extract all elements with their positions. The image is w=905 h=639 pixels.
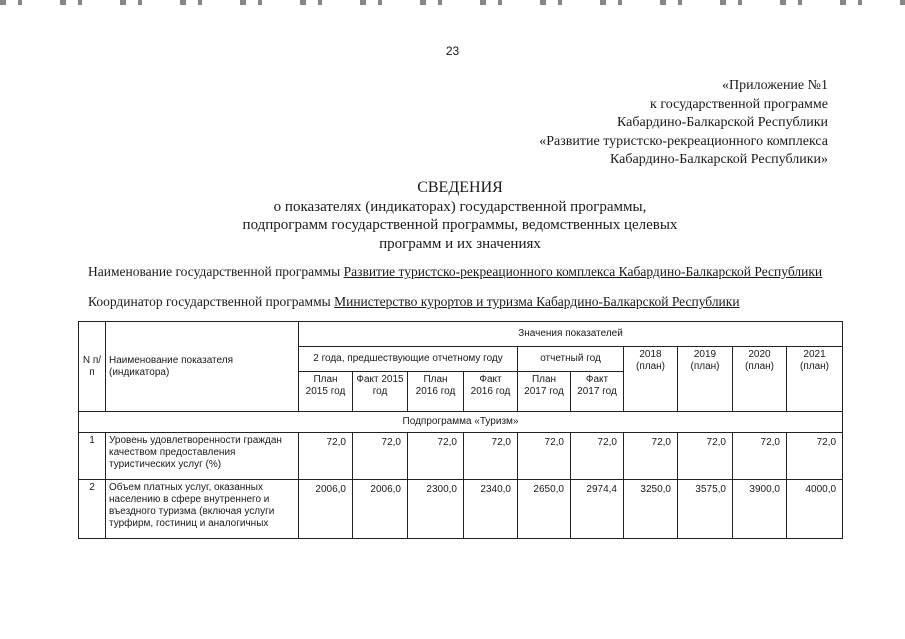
- header-2018: 2018 (план): [624, 347, 678, 412]
- table-cell: 72,0: [464, 433, 518, 480]
- program-line: [88, 264, 822, 280]
- program-label: Наименование государственной программы: [88, 264, 341, 279]
- header-2021: 2021 (план): [787, 347, 843, 412]
- table-cell: 72,0: [733, 433, 787, 480]
- title-heading: СВЕДЕНИЯ: [417, 179, 503, 196]
- indicator-name: Уровень удовлетворенности граждан качеством предоставления туристических услуг (%): [106, 433, 299, 480]
- indicators-table: [78, 321, 843, 539]
- table-cell: 2006,0: [299, 480, 353, 539]
- header-fact-2017: Факт 2017 год: [571, 372, 624, 412]
- coordinator-line: [88, 294, 740, 310]
- table-cell: 2340,0: [464, 480, 518, 539]
- title-line: подпрограмм государственной программы, ведомственных целевых: [242, 217, 678, 233]
- title-line: о показателях (индикаторах) государственной программы,: [273, 198, 647, 215]
- header-report-year: отчетный год: [518, 347, 624, 372]
- annex-line: Кабардино-Балкарской Республики: [617, 115, 828, 130]
- title-line: программ и их значениях: [379, 235, 541, 252]
- annex-line: к государственной программе: [650, 96, 828, 112]
- header-2019: 2019 (план): [678, 347, 733, 412]
- annex-line: Кабардино-Балкарской Республики»: [610, 152, 828, 167]
- table-cell: 3575,0: [678, 480, 733, 539]
- table-cell: 2650,0: [518, 480, 571, 539]
- table-cell: 72,0: [787, 433, 843, 480]
- program-value: Развитие туристско-рекреационного комплекса Кабардино-Балкарской Республики: [343, 264, 823, 279]
- header-num: N п/п: [79, 322, 106, 412]
- table-cell: 72,0: [678, 433, 733, 480]
- table-cell: 72,0: [408, 433, 464, 480]
- table-cell: 72,0: [571, 433, 624, 480]
- table-cell: 72,0: [624, 433, 678, 480]
- table-cell: 2006,0: [353, 480, 408, 539]
- table-cell: 3900,0: [733, 480, 787, 539]
- header-name: Наименование показателя (индикатора): [106, 322, 299, 412]
- table-cell: 2974,4: [571, 480, 624, 539]
- table-row: [79, 480, 843, 539]
- annex-line: «Развитие туристско-рекреационного комплекса: [539, 133, 828, 149]
- scan-artifact: [0, 0, 905, 5]
- table-cell: 4000,0: [787, 480, 843, 539]
- header-plan-2015: План 2015 год: [299, 372, 353, 412]
- header-2020: 2020 (план): [733, 347, 787, 412]
- annex-line: «Приложение №1: [722, 78, 828, 93]
- table-row: [79, 433, 843, 480]
- header-fact-2015: Факт 2015 год: [353, 372, 408, 412]
- subprogram-title: Подпрограмма «Туризм»: [79, 412, 843, 433]
- table-header-row: [79, 322, 843, 347]
- table-cell: 72,0: [518, 433, 571, 480]
- header-values: Значения показателей: [299, 322, 843, 347]
- header-fact-2016: Факт 2016 год: [464, 372, 518, 412]
- indicator-name: Объем платных услуг, оказанных населению в сфере внутреннего и въездного туризма (включая услуги турфирм, гостиниц и аналогичных: [106, 480, 299, 539]
- row-number: 2: [79, 480, 106, 539]
- coordinator-label: Координатор государственной программы: [88, 294, 331, 309]
- document-title: [160, 179, 760, 253]
- header-plan-2016: План 2016 год: [408, 372, 464, 412]
- table-cell: 2300,0: [408, 480, 464, 539]
- annex-block: [539, 77, 828, 170]
- table-cell: 72,0: [299, 433, 353, 480]
- table-cell: 72,0: [353, 433, 408, 480]
- page-number: 23: [445, 44, 460, 58]
- row-number: 1: [79, 433, 106, 480]
- header-plan-2017: План 2017 год: [518, 372, 571, 412]
- table-cell: 3250,0: [624, 480, 678, 539]
- header-prev-years: 2 года, предшествующие отчетному году: [299, 347, 518, 372]
- coordinator-value: Министерство курортов и туризма Кабардино-Балкарской Республики: [334, 294, 740, 309]
- subprogram-row: [79, 412, 843, 433]
